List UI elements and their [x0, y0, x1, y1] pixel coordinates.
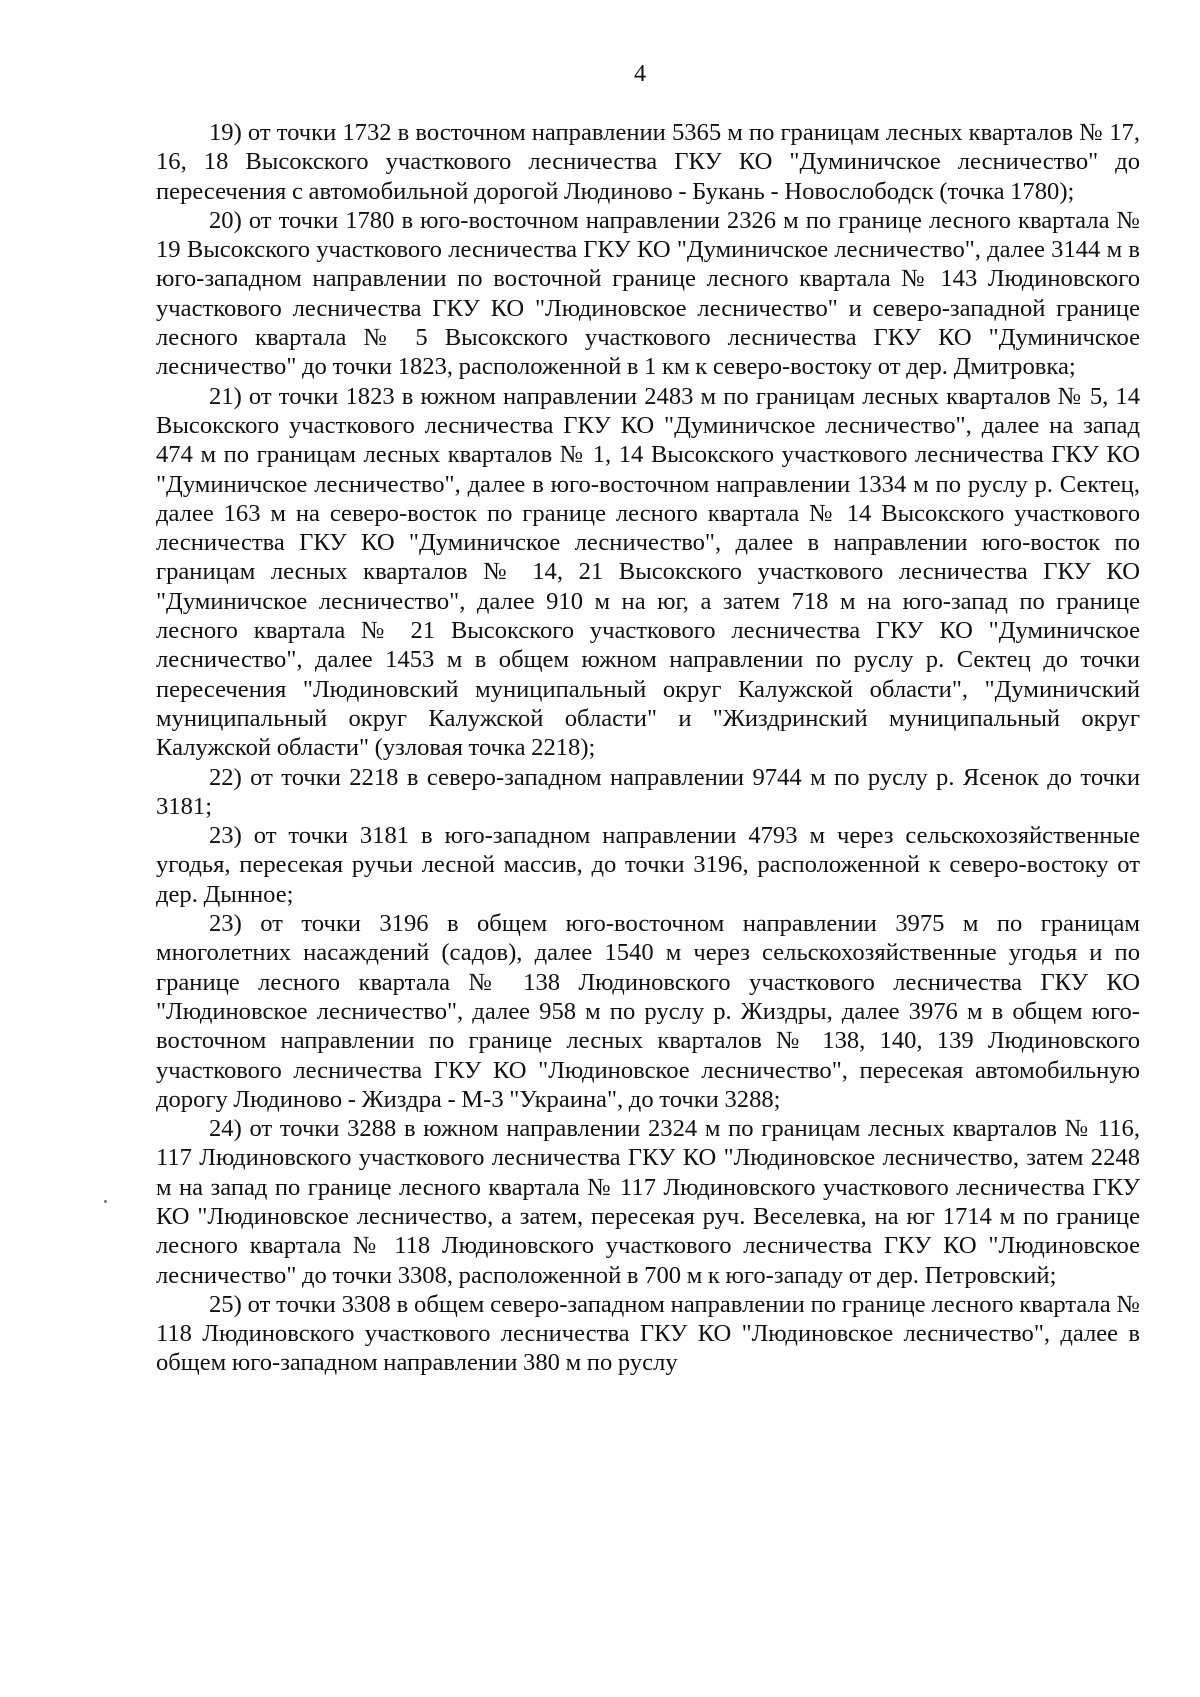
- document-body: [156, 118, 1140, 1378]
- margin-dot-mark: [104, 1200, 107, 1203]
- paragraph-item-23a: 23) от точки 3181 в юго-западном направлении 4793 м через сельскохозяйственные угодья, пересекая ручьи лесной массив, до точки 3196, расположенной к северо-востоку от дер. Дынное;: [156, 822, 1140, 908]
- paragraph-item-24: 24) от точки 3288 в южном направлении 2324 м по границам лесных кварталов № 116, 117 Людиновского участкового лесничества ГКУ КО "Людиновское лесничество, затем 2248 м на запад по границе лесного квартала № 117 Людиновского участкового лесничества ГКУ КО "Людиновское лесничество, а затем, пересекая руч. Веселевка, на юг 1714 м по границе лесного квартала № 118 Людиновского участкового лесничества ГКУ КО "Людиновское лесничество" до точки 3308, расположенной в 700 м к юго-западу от дер. Петровский;: [156, 1115, 1140, 1289]
- page-number: 4: [634, 61, 646, 87]
- paragraph-item-21: 21) от точки 1823 в южном направлении 2483 м по границам лесных кварталов № 5, 14 Высокского участкового лесничества ГКУ КО "Думиничское лесничество", далее на запад 474 м по границам лесных кварталов № 1, 14 Высокского участкового лесничества ГКУ КО "Думиничское лесничество", далее в юго-восточном направлении 1334 м по руслу р. Сектец, далее 163 м на северо-восток по границе лесного квартала № 14 Высокского участкового лесничества ГКУ КО "Думиничское лесничество", далее в направлении юго-восток по границам лесных кварталов № 14, 21 Высокского участкового лесничества ГКУ КО "Думиничское лесничество", далее 910 м на юг, а затем 718 м на юго-запад по границе лесного квартала № 21 Высокского участкового лесничества ГКУ КО "Думиничское лесничество", далее 1453 м в общем южном направлении по руслу р. Сектец до точки пересечения "Людиновский муниципальный округ Калужской области", "Думиничский муниципальный округ Калужской области" и "Жиздринский муниципальный округ Калужской области" (узловая точка 2218);: [156, 382, 1140, 762]
- paragraph-item-25: 25) от точки 3308 в общем северо-западном направлении по границе лесного квартала № 118 Людиновского участкового лесничества ГКУ КО "Людиновское лесничество", далее в общем юго-западном направлении 380 м по руслу: [156, 1290, 1140, 1377]
- paragraph-item-19: 19) от точки 1732 в восточном направлении 5365 м по границам лесных кварталов № 17, 16, 18 Высокского участкового лесничества ГКУ КО "Думиничское лесничество" до пересечения с автомобильной дорогой Людиново - Букань - Новослободск (точка 1780);: [156, 119, 1140, 205]
- paragraph-item-22: 22) от точки 2218 в северо-западном направлении 9744 м по руслу р. Ясенок до точки 3181;: [156, 763, 1140, 820]
- paragraph-item-20: 20) от точки 1780 в юго-восточном направлении 2326 м по границе лесного квартала № 19 Высокского участкового лесничества ГКУ КО "Думиничское лесничество", далее 3144 м в юго-западном направлении по восточной границе лесного квартала № 143 Людиновского участкового лесничества ГКУ КО "Людиновское лесничество" и северо-западной границе лесного квартала № 5 Высокского участкового лесничества ГКУ КО "Думиничское лесничество" до точки 1823, расположенной в 1 км к северо-востоку от дер. Дмитровка;: [156, 206, 1140, 381]
- paragraph-item-23b: 23) от точки 3196 в общем юго-восточном направлении 3975 м по границам многолетних насаждений (садов), далее 1540 м через сельскохозяйственные угодья и по границе лесного квартала № 138 Людиновского участкового лесничества ГКУ КО "Людиновское лесничество", далее 958 м по руслу р. Жиздры, далее 3976 м в общем юго-восточном направлении по границе лесных кварталов № 138, 140, 139 Людиновского участкового лесничества ГКУ КО "Людиновское лесничество", пересекая автомобильную дорогу Людиново - Жиздра - М-3 "Украина", до точки 3288;: [156, 910, 1140, 1113]
